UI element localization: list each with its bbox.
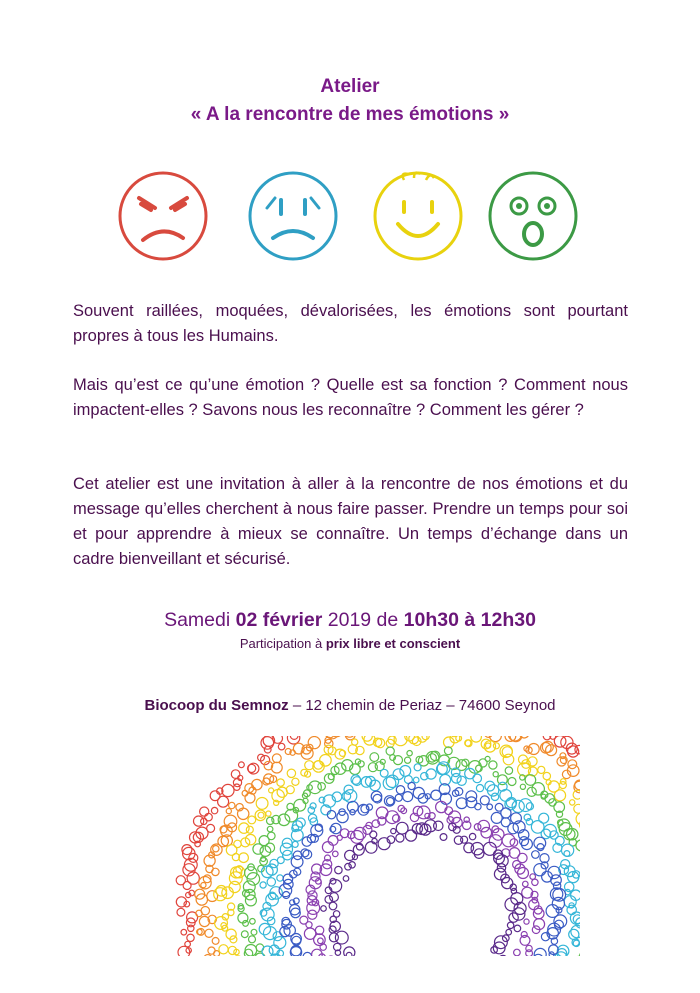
bubble: [245, 834, 255, 844]
sad-face-icon: [245, 168, 341, 264]
participation-prefix: Participation à: [239, 636, 326, 651]
bubble: [252, 779, 262, 789]
bubble: [200, 807, 209, 816]
bubble: [239, 762, 245, 768]
title-line-2: « A la rencontre de mes émotions »: [190, 104, 510, 125]
participation-price: prix libre et conscient: [325, 636, 461, 651]
bubble: [231, 770, 240, 779]
bubble: [478, 820, 490, 832]
bubble: [520, 784, 525, 789]
bubble: [177, 908, 185, 916]
bubble: [506, 929, 512, 935]
bubble: [396, 786, 404, 794]
bubble: [534, 864, 546, 876]
bubble: [349, 862, 355, 868]
title-line-1: Atelier: [320, 76, 380, 97]
bubble: [241, 931, 248, 938]
bubble: [526, 803, 533, 810]
bubble: [532, 851, 540, 859]
bubble: [274, 937, 286, 949]
bubble: [333, 911, 339, 917]
bubble: [493, 743, 499, 749]
bubble: [329, 933, 338, 942]
paragraph-3: Cet atelier est une invitation à aller à la rencontre de nos émotions et du message qu’elles cherchent à nous faire passer. Prendre un temps pour soi et pour apprendre à mieux se connaître. Un temps d’échange dans un cadre bienveillant et sécurisé.: [73, 475, 628, 568]
bubble: [514, 949, 521, 956]
event-date: [0, 609, 700, 632]
bubble: [201, 883, 206, 888]
bubble: [248, 816, 256, 824]
bubble: [212, 938, 219, 945]
bubble: [335, 763, 346, 774]
bubble: [574, 804, 580, 813]
bubble: [347, 801, 358, 812]
date-year: 2019 de: [322, 609, 404, 631]
bubble: [249, 936, 256, 943]
bubble: [226, 929, 236, 939]
bubble: [400, 766, 411, 777]
bubble: [222, 784, 234, 796]
date-prefix: Samedi: [164, 609, 236, 631]
bubble: [238, 808, 249, 819]
bubble: [201, 907, 209, 915]
bubble: [523, 881, 529, 887]
bubble: [564, 851, 570, 857]
bubble: [335, 866, 342, 873]
bubble: [474, 849, 484, 859]
bubble: [229, 802, 235, 808]
bubble: [489, 761, 497, 769]
bubble: [304, 928, 315, 939]
bubble: [344, 947, 355, 956]
bubble: [346, 952, 352, 956]
bubble: [256, 798, 268, 810]
bubble: [570, 800, 575, 805]
bubble: [322, 842, 333, 853]
angry-face-icon: [115, 168, 211, 264]
bubble: [271, 762, 282, 773]
bubble: [407, 751, 412, 756]
bubble: [176, 876, 185, 885]
bubble: [268, 832, 276, 840]
bubble: [508, 778, 516, 786]
bubble: [462, 759, 469, 766]
bubble: [205, 929, 213, 937]
bubble: [258, 812, 264, 818]
bubble: [266, 864, 277, 875]
bubble: [526, 950, 533, 956]
participation-info: [0, 636, 700, 651]
bubble: [250, 919, 256, 925]
bubble: [499, 955, 508, 956]
bubble: [187, 934, 194, 941]
bubble: [485, 756, 490, 761]
bubble: [204, 955, 212, 957]
bubble: [224, 815, 237, 828]
bubble: [330, 893, 339, 902]
bubble: [505, 767, 512, 774]
bubble: [380, 769, 388, 777]
bubble: [269, 788, 274, 793]
bubble: [524, 919, 529, 924]
bubble: [386, 747, 394, 755]
surprised-face-icon: [485, 168, 581, 264]
bubble: [480, 796, 489, 805]
bubble: [567, 905, 576, 914]
bubble: [333, 851, 339, 857]
emotion-faces: [115, 168, 595, 268]
bubble: [207, 824, 215, 832]
bubble: [213, 846, 219, 852]
bubble: [277, 779, 284, 786]
venue-name: Biocoop du Semnoz: [144, 697, 289, 714]
bubble: [185, 941, 191, 947]
bubble: [532, 783, 544, 795]
bubble: [371, 791, 382, 802]
bubble: [396, 834, 404, 842]
bubble: [476, 785, 483, 792]
bubble: [502, 834, 515, 847]
bubble: [292, 841, 298, 847]
bubble: [243, 881, 255, 893]
bubble: [212, 868, 219, 875]
date-time: 10h30 à 12h30: [403, 609, 536, 631]
bubble: [487, 804, 493, 810]
bubble: [300, 916, 308, 924]
bubble: [303, 850, 312, 859]
bubble: [328, 836, 338, 846]
bubble: [272, 754, 281, 763]
bubble: [277, 787, 287, 797]
bubble: [452, 774, 462, 784]
bubble: [569, 929, 579, 939]
bubble: [414, 764, 421, 771]
bubble: [457, 776, 466, 785]
bubble: [554, 790, 565, 801]
bubble: [260, 882, 266, 888]
bubble: [279, 884, 292, 897]
bubble: [315, 926, 323, 934]
bubble: [510, 839, 518, 847]
bubble: [312, 949, 323, 956]
bubble: [277, 875, 283, 881]
paragraph-2: Mais qu’est ce qu’une émotion ? Quelle est sa fonction ? Comment nous impactent-elles ? Savons nous les reconnaître ? Comment les gérer ?: [73, 376, 628, 419]
bubble: [286, 786, 294, 794]
bubble: [267, 826, 273, 832]
bubble: [538, 766, 545, 773]
bubble: [320, 755, 332, 767]
bubble: [422, 736, 429, 740]
bubble: [481, 827, 492, 838]
bubble: [466, 791, 477, 802]
bubble: [370, 831, 377, 838]
bubble: [514, 925, 521, 932]
bubble: [408, 782, 415, 789]
bubble: [559, 782, 566, 789]
bubble: [568, 760, 577, 769]
bubble: [290, 736, 298, 739]
bubble: [239, 853, 249, 863]
bubble: [222, 887, 234, 899]
bubble: [267, 878, 275, 886]
bubble: [580, 820, 581, 831]
bubble: [308, 737, 320, 749]
bubble: [239, 823, 249, 833]
bubble: [434, 821, 443, 830]
bubble: [440, 834, 447, 841]
bubble: [386, 775, 398, 787]
bubble: [278, 743, 285, 750]
bubble: [405, 757, 411, 763]
bubble: [321, 906, 327, 912]
bubble: [294, 799, 306, 811]
venue-address: – 12 chemin de Periaz – 74600 Seynod: [288, 697, 556, 714]
rainbow-bubbles-illustration: [122, 736, 580, 956]
bubble: [543, 772, 550, 779]
bubble: [503, 754, 514, 765]
bubble: [491, 793, 498, 800]
bubble: [378, 838, 390, 850]
bubble: [501, 808, 511, 818]
bubble: [473, 774, 482, 783]
bubble: [475, 803, 481, 809]
bubble: [500, 790, 512, 802]
bubble: [461, 836, 468, 843]
bubble: [493, 772, 498, 777]
bubble: [226, 809, 231, 814]
bubble: [370, 753, 379, 762]
bubble: [219, 945, 228, 954]
bubble: [343, 876, 349, 882]
bubble: [395, 794, 402, 801]
bubble: [413, 777, 419, 783]
bubble: [532, 879, 538, 885]
bubble: [417, 806, 430, 819]
bubble: [208, 947, 215, 954]
bubble: [351, 831, 364, 844]
bubble: [233, 779, 241, 787]
bubble: [287, 769, 295, 777]
bubble: [251, 929, 257, 935]
bubble: [554, 736, 566, 747]
date-day: 02 février: [235, 609, 323, 631]
bubble: [387, 798, 394, 805]
bubble: [234, 840, 241, 847]
bubble: [405, 830, 416, 841]
bubble: [391, 829, 396, 834]
bubble: [352, 739, 358, 745]
bubble: [335, 931, 348, 944]
happy-face-icon: [370, 168, 466, 264]
bubble: [485, 736, 493, 737]
bubble: [285, 809, 298, 822]
bubble: [196, 894, 207, 905]
bubble: [229, 881, 240, 892]
paragraph-1: Souvent raillées, moquées, dévalorisées, les émotions sont pourtant propres à tous les Humains.: [73, 302, 628, 345]
bubble: [292, 778, 299, 785]
bubble: [210, 791, 220, 801]
event-address: [0, 697, 700, 714]
bubble: [267, 817, 274, 824]
bubble: [318, 938, 324, 944]
bubble: [303, 952, 312, 956]
bubble: [211, 807, 217, 813]
bubble: [469, 833, 475, 839]
bubble: [393, 769, 404, 780]
bubble: [361, 805, 369, 813]
bubble: [325, 896, 333, 904]
bubble: [403, 792, 413, 802]
bubble: [261, 737, 274, 750]
bubble: [507, 922, 513, 928]
bubble: [181, 929, 187, 935]
bubble: [471, 736, 482, 742]
bubble: [228, 946, 236, 954]
bubble: [266, 811, 271, 816]
